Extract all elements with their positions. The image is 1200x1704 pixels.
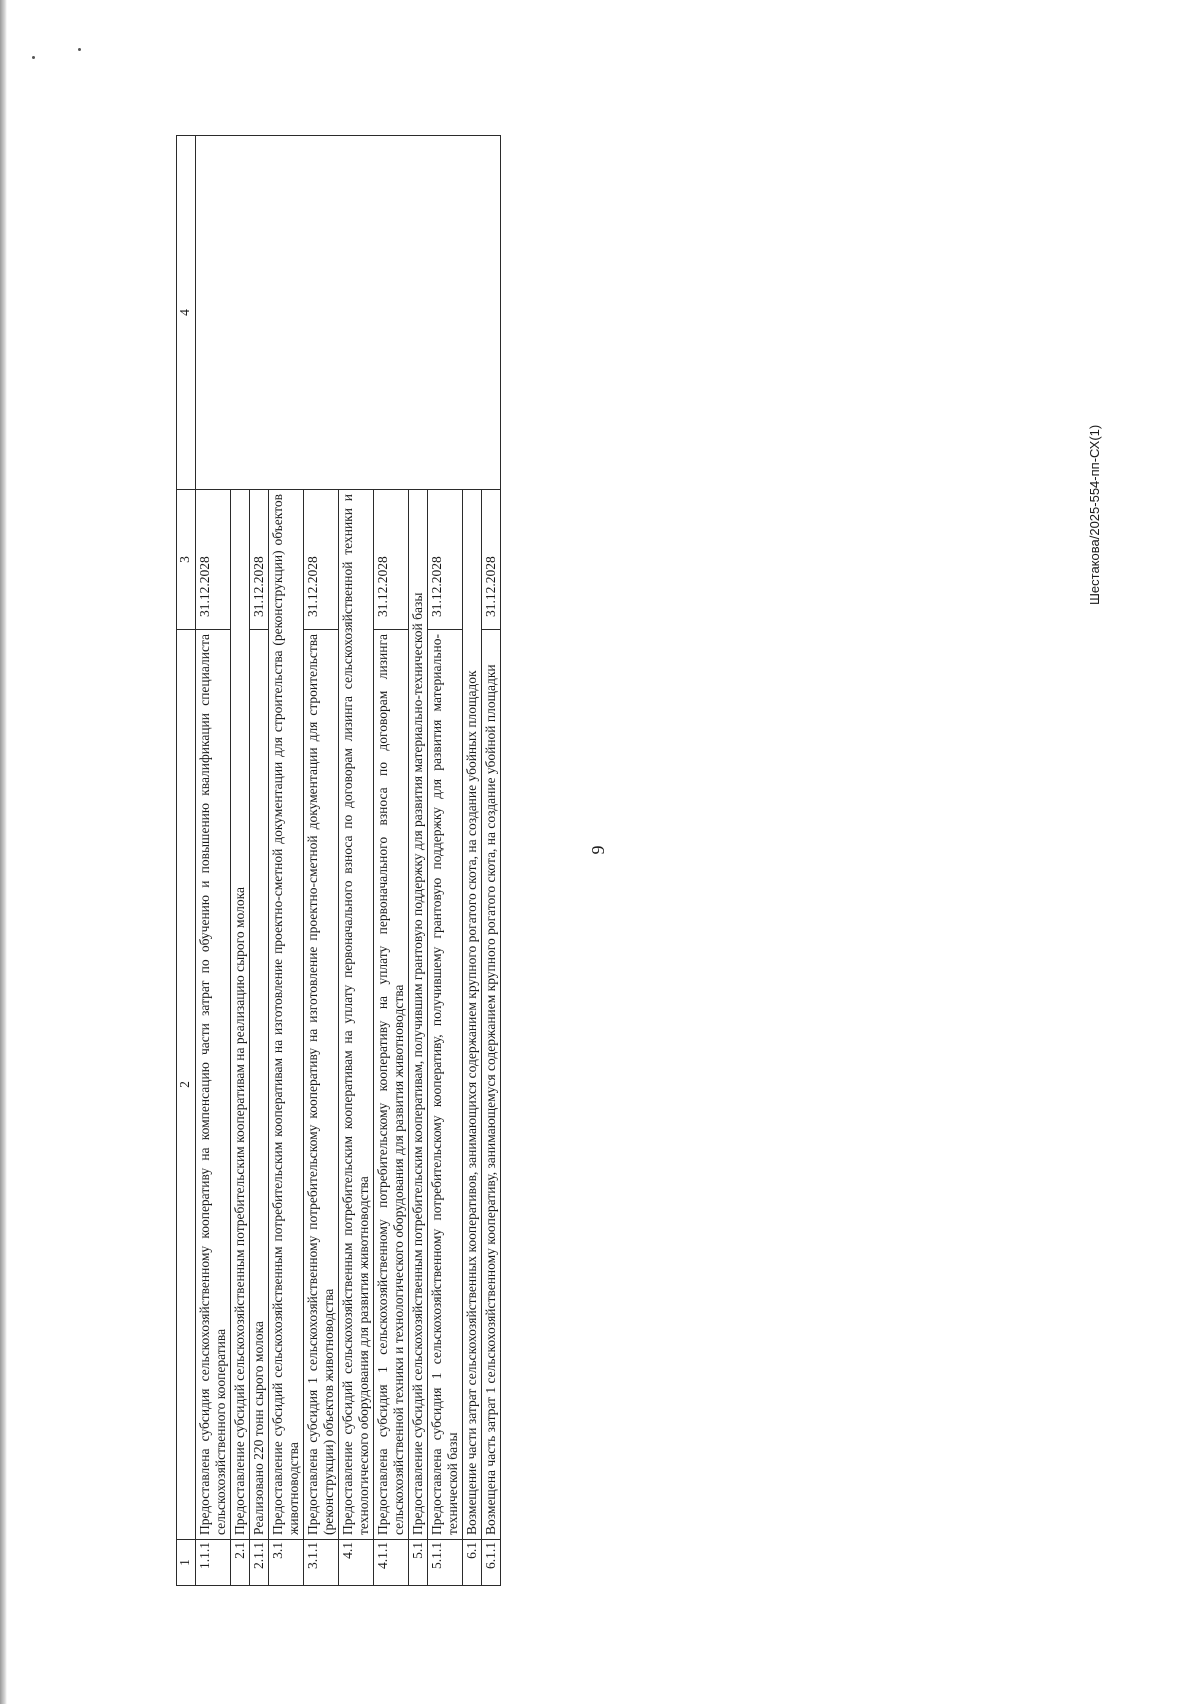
row-description-cell: Предоставлена субсидия сельскохозяйственному кооперативу на компенсацию части затрат по обучению и повышению квалификации специалиста сельскохозяйственного кооператива — [196, 630, 231, 1540]
scan-edge-shadow — [0, 0, 7, 1704]
row-number-cell: 4.1.1 — [374, 1540, 409, 1586]
row-description-cell: Предоставление субсидий сельскохозяйственным потребительским кооперативам на реализацию сырого молока — [231, 490, 250, 1540]
row-number-cell: 3.1 — [269, 1540, 304, 1586]
activities-table — [176, 135, 501, 1586]
rotated-table-container — [176, 136, 658, 1586]
row-number-cell: 2.1 — [231, 1540, 250, 1586]
scan-speck — [32, 56, 35, 59]
header-cell-1: 1 — [177, 1540, 196, 1586]
table-header-row — [177, 136, 196, 1586]
page-number: 9 — [588, 845, 608, 855]
row-date-cell: 31.12.2028 — [428, 490, 463, 630]
row-date-cell: 31.12.2028 — [196, 490, 231, 630]
row-number-cell: 2.1.1 — [250, 1540, 269, 1586]
row-description-cell: Возмещена часть затрат 1 сельскохозяйственному кооперативу, занимающемуся содержанием крупного рогатого скота, на создание убойной площадки — [482, 630, 501, 1540]
row-date-cell: 31.12.2028 — [304, 490, 339, 630]
row-description-cell: Предоставлена субсидия 1 сельскохозяйственному потребительскому кооперативу, получившему грантовую поддержку для развития материально-технической базы — [428, 630, 463, 1540]
row-number-cell: 4.1 — [339, 1540, 374, 1586]
row-description-cell: Реализовано 220 тонн сырого молока — [250, 630, 269, 1540]
row-date-cell: 31.12.2028 — [374, 490, 409, 630]
row-number-cell: 5.1.1 — [428, 1540, 463, 1586]
header-cell-2: 2 — [177, 630, 196, 1540]
row-description-cell: Предоставлена субсидия 1 сельскохозяйственному потребительскому кооперативу на изготовление проектно-сметной документации для строительства (реконструкции) объектов животноводства — [304, 630, 339, 1540]
column-4-empty-cell — [196, 136, 501, 490]
row-number-cell: 3.1.1 — [304, 1540, 339, 1586]
row-description-cell: Предоставление субсидий сельскохозяйственным потребительским кооперативам на уплату первоначального взноса по договорам лизинга сельскохозяйственной техники и технологического оборудования для развития животноводства — [339, 490, 374, 1540]
row-number-cell: 5.1 — [409, 1540, 428, 1586]
table-body — [196, 136, 501, 1586]
row-description-cell: Предоставлена субсидия 1 сельскохозяйственному потребительскому кооперативу на уплату первоначального взноса по договорам лизинга сельскохозяйственной техники и технологического оборудования для развития животноводства — [374, 630, 409, 1540]
row-date-cell: 31.12.2028 — [250, 490, 269, 630]
row-description-cell: Предоставление субсидий сельскохозяйственным потребительским кооперативам на изготовление проектно-сметной документации для строительства (реконструкции) объектов животноводства — [269, 490, 304, 1540]
row-number-cell: 6.1 — [463, 1540, 482, 1586]
row-description-cell: Возмещение части затрат сельскохозяйственных кооперативов, занимающихся содержанием крупного рогатого скота, на создание убойных площадок — [463, 490, 482, 1540]
header-cell-3: 3 — [177, 490, 196, 630]
row-number-cell: 6.1.1 — [482, 1540, 501, 1586]
row-number-cell: 1.1.1 — [196, 1540, 231, 1586]
header-cell-4: 4 — [177, 136, 196, 490]
row-date-cell: 31.12.2028 — [482, 490, 501, 630]
scan-speck — [78, 48, 81, 51]
file-reference: Шестакова/2025-554-пп-СХ(1) — [1087, 424, 1102, 605]
table-row — [196, 136, 231, 1586]
row-description-cell: Предоставление субсидий сельскохозяйственным потребительским кооперативам, получившим грантовую поддержку для развития материально-технической базы — [409, 490, 428, 1540]
